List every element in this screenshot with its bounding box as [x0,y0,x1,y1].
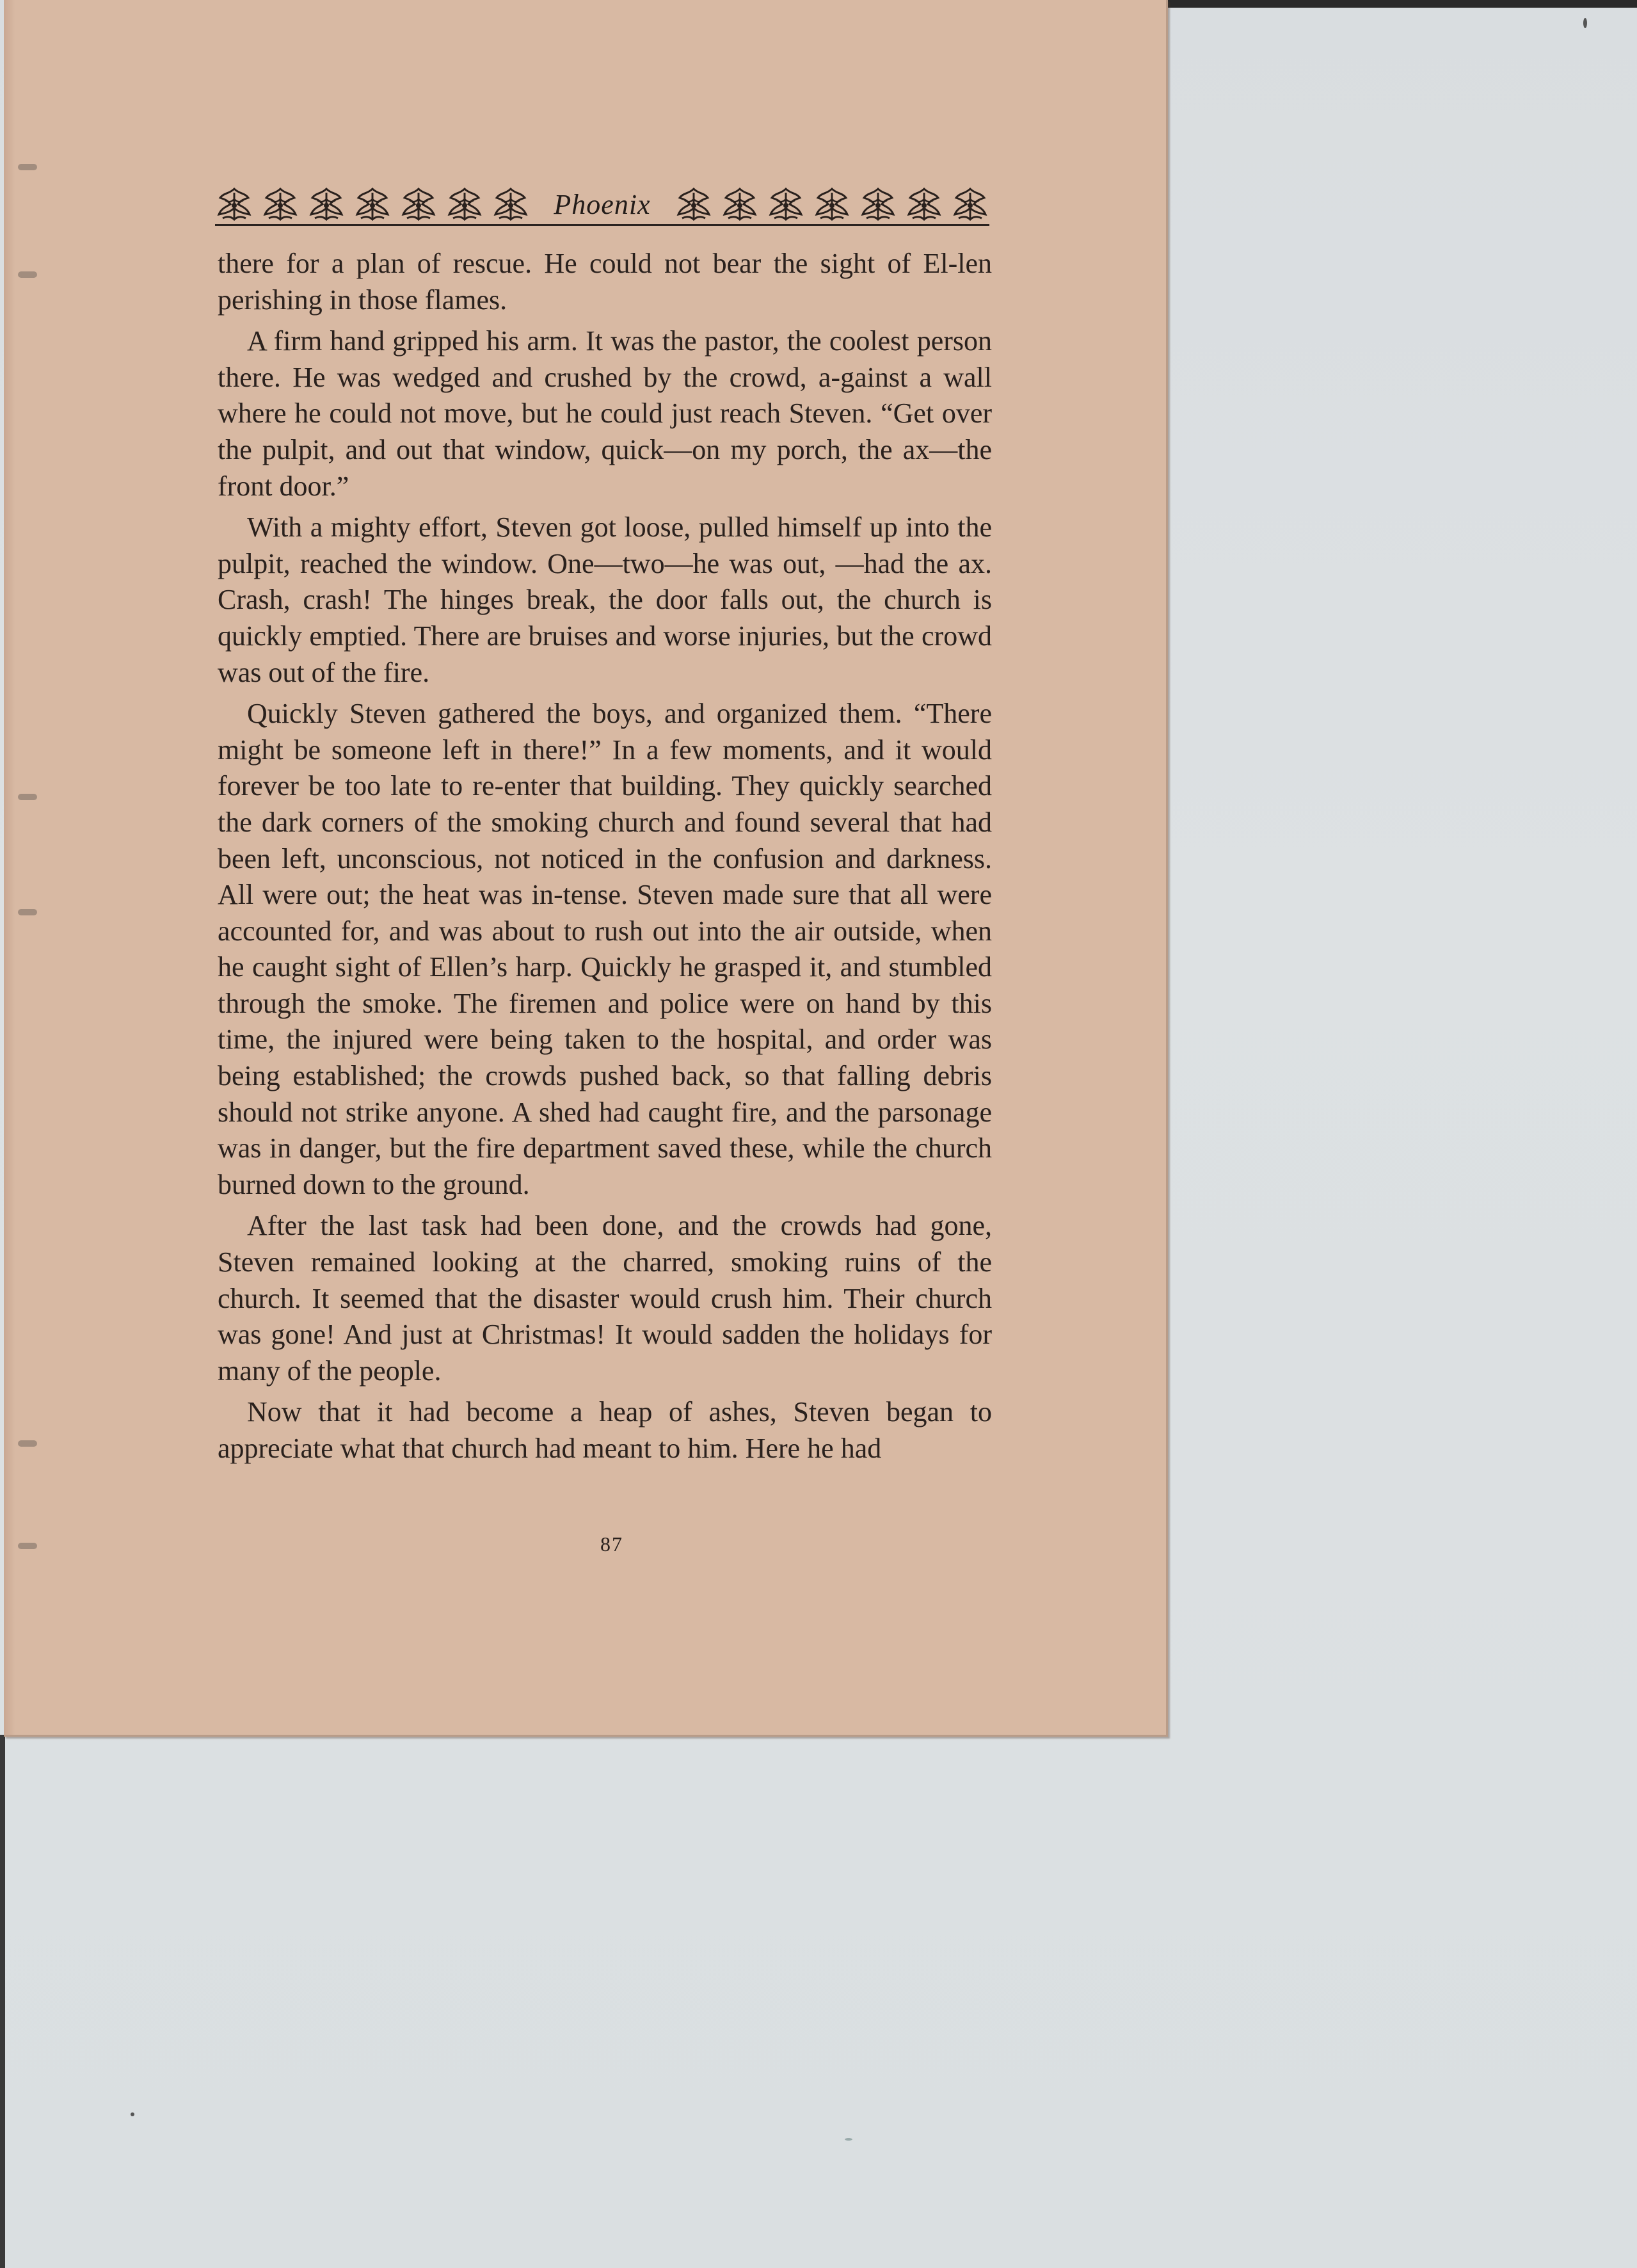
fleuron-icon [353,186,392,222]
fleuron-icon [859,186,897,222]
right-ornament-group [675,186,989,222]
paragraph: Quickly Steven gathered the boys, and organized them. “There might be someone left in there!” In a few moments, and it would forever be too late to re-enter that building. They quickly searched the dark corners of the smoking church and found several that had been left, unconscious, not noticed in the confusion and darkness. All were out; the heat was in-tense. Steven made sure that all were accounted for, and was about to rush out into the air outside, when he caught sight of Ellen’s harp. Quickly he grasped it, and stumbled through the smoke. The firemen and police were on hand by this time, the injured were being taken to the hospital, and order was being established; the crowds pushed back, so that falling debris should not strike anyone. A shed had caught fire, and the parsonage was in danger, but the fire department saved these, while the church burned down to the ground. [218,698,992,1200]
binding-mark [18,1440,37,1447]
paragraph: Now that it had become a heap of ashes, Steven began to appreciate what that church had meant to him. Here he had [218,1396,992,1464]
paragraph: With a mighty effort, Steven got loose, pulled himself up into the pulpit, reached the window. One—two—he was out, —had the ax. Crash, crash! The hinges break, the door falls out, the church is quickly emptied. There are bruises and worse injuries, but the crowd was out of the fire. [218,511,992,688]
fleuron-icon [261,186,299,222]
fleuron-icon [307,186,346,222]
left-ornament-group [215,186,530,222]
running-header [215,184,989,226]
fleuron-icon [767,186,805,222]
fleuron-icon [951,186,989,222]
paragraph: there for a plan of rescue. He could not bear the sight of El-len perishing in those flames. [218,248,992,316]
running-title: Phoenix [554,188,651,220]
fleuron-icon [905,186,943,222]
fleuron-icon [491,186,530,222]
body-text [218,246,992,1472]
fleuron-icon [721,186,759,222]
scanner-edge-top [1165,0,1637,8]
fleuron-icon [215,186,253,222]
fleuron-icon [399,186,438,222]
page-binding-edge [4,0,15,1735]
binding-mark [18,271,37,278]
fleuron-icon [675,186,713,222]
paragraph: After the last task had been done, and the crowds had gone, Steven remained looking at the charred, smoking ruins of the church. It seemed that the disaster would crush him. Their church was gone! And just at Christmas! It would sadden the holidays for many of the people. [218,1210,992,1387]
scanner-edge-left [0,1735,5,2268]
binding-mark [18,164,37,170]
binding-mark [18,794,37,800]
binding-mark [18,909,37,915]
fleuron-icon [445,186,484,222]
page-number: 87 [600,1532,623,1556]
paragraph: A firm hand gripped his arm. It was the pastor, the coolest person there. He was wedged and crushed by the crowd, a-gainst a wall where he could not move, but he could just reach Steven. “Get over the pulpit, and out that window, quick—on my porch, the ax—the front door.” [218,325,992,502]
book-page [4,0,1168,1737]
dust-speck [131,2112,134,2116]
dust-speck [845,2138,852,2141]
dust-speck [1583,18,1587,28]
fleuron-icon [813,186,851,222]
